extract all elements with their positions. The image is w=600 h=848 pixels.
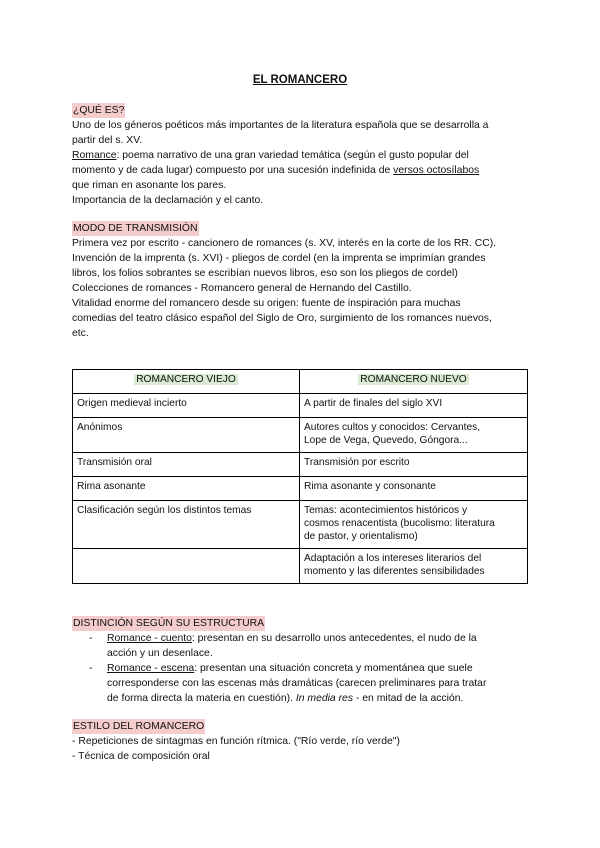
section-que-es — [72, 103, 532, 208]
text-line: Colecciones de romances - Romancero general de Hernando del Castillo. — [72, 283, 412, 294]
header-romancero-viejo: ROMANCERO VIEJO — [136, 374, 236, 385]
cell-line: momento y las diferentes sensibilidades — [304, 566, 485, 577]
table-cell-viejo: Transmisión oral — [73, 453, 300, 477]
list-dash: - — [89, 663, 93, 674]
cell-line: Autores cultos y conocidos: Cervantes, — [304, 422, 481, 433]
cell-line: Transmisión por escrito — [304, 457, 410, 468]
table-cell-viejo: Clasificación según los distintos temas — [73, 501, 300, 549]
table-row — [73, 549, 528, 584]
table-row — [73, 418, 528, 453]
text-line: libros, los folios sobrantes se escribían nuevos libros, eso son los pliegos de cordel) — [72, 268, 458, 279]
table-header-cell — [300, 370, 528, 394]
table-cell-nuevo — [300, 418, 528, 453]
table-cell-nuevo — [300, 501, 528, 549]
table-header-row — [73, 370, 528, 394]
table-header-cell — [73, 370, 300, 394]
text-line: Primera vez por escrito - cancionero de romances (s. XV, interés en la corte de los RR. CC). — [72, 238, 497, 249]
text-line — [107, 691, 532, 706]
romance-cuento-term: Romance - cuento — [107, 633, 192, 644]
in-media-res: In media res — [295, 693, 354, 704]
text-span: : presentan en su desarrollo unos antecedentes, el nudo de la — [191, 633, 477, 644]
text-span: momento y de cada lugar) compuesto por una sucesión indefinida de — [72, 165, 394, 176]
section-heading-transmision: MODO DE TRANSMISIÓN — [73, 223, 198, 234]
text-line: Importancia de la declamación y el canto. — [72, 195, 264, 206]
page-title: EL ROMANCERO — [252, 74, 348, 86]
text-line: - Repeticiones de sintagmas en función rítmica. ("Río verde, río verde") — [72, 736, 400, 747]
table-row — [73, 501, 528, 549]
table-cell-viejo: Rima asonante — [73, 477, 300, 501]
text-span: : presentan una situación concreta y momentánea que suele — [194, 663, 473, 674]
cell-line: cosmos renacentista (bucolismo: literatura — [304, 518, 495, 529]
section-heading-estructura: DISTINCIÓN SEGÚN SU ESTRUCTURA — [73, 618, 265, 629]
text-span: - en mitad de la acción. — [353, 693, 464, 704]
text-span: : poema narrativo de una gran variedad temática (según el gusto popular del — [116, 150, 469, 161]
text-line: Invención de la imprenta (s. XVI) - pliegos de cordel (en la imprenta se imprimían grandes — [72, 253, 486, 264]
text-line: acción y un desenlace. — [107, 648, 213, 659]
list-item — [72, 631, 532, 661]
romance-definition-cont — [72, 163, 532, 178]
versos-term: versos octosílabos — [393, 165, 480, 176]
table-row — [73, 453, 528, 477]
text-line: - Técnica de composición oral — [72, 751, 210, 762]
text-line: corresponderse con las escenas más dramáticas (carecen preliminares para tratar — [107, 678, 487, 689]
cell-line: Rima asonante y consonante — [304, 481, 436, 492]
text-line: comedias del teatro clásico español del Siglo de Oro, surgimiento de los romances nuevos, — [72, 313, 492, 324]
table-cell-viejo — [73, 549, 300, 584]
cell-line: A partir de finales del siglo XVI — [304, 398, 443, 409]
text-line: Uno de los géneros poéticos más importantes de la literatura española que se desarrolla a — [72, 120, 489, 131]
section-heading-que-es: ¿QUÉ ES? — [73, 105, 125, 116]
romance-definition — [72, 148, 532, 163]
table-cell-nuevo — [300, 453, 528, 477]
table-cell-nuevo — [300, 549, 528, 584]
table-cell-viejo: Origen medieval incierto — [73, 394, 300, 418]
cell-line: de pastor, y orientalismo) — [304, 531, 418, 542]
header-romancero-nuevo: ROMANCERO NUEVO — [360, 374, 467, 385]
romance-term: Romance — [72, 150, 117, 161]
list-dash: - — [89, 633, 93, 644]
section-estructura — [72, 616, 532, 631]
cell-line: Lope de Vega, Quevedo, Góngora... — [304, 435, 468, 446]
list-item — [72, 661, 532, 706]
table-cell-nuevo — [300, 477, 528, 501]
table-row — [73, 394, 528, 418]
table-cell-nuevo — [300, 394, 528, 418]
table-cell-viejo: Anónimos — [73, 418, 300, 453]
section-transmision — [72, 221, 532, 341]
section-estilo — [72, 719, 532, 764]
cell-line: Adaptación a los intereses literarios del — [304, 553, 482, 564]
text-line: que riman en asonante los pares. — [72, 180, 227, 191]
cell-line: Temas: acontecimientos históricos y — [304, 505, 468, 516]
text-line: etc. — [72, 328, 89, 339]
text-line: Vitalidad enorme del romancero desde su origen: fuente de inspiración para muchas — [72, 298, 461, 309]
section-heading-estilo: ESTILO DEL ROMANCERO — [73, 721, 205, 732]
text-span: de forma directa la materia en cuestión). — [107, 693, 296, 704]
estructura-list — [72, 631, 532, 706]
comparison-table — [72, 369, 528, 584]
text-line: partir del s. XV. — [72, 135, 143, 146]
table-row — [73, 477, 528, 501]
romance-escena-term: Romance - escena — [107, 663, 195, 674]
